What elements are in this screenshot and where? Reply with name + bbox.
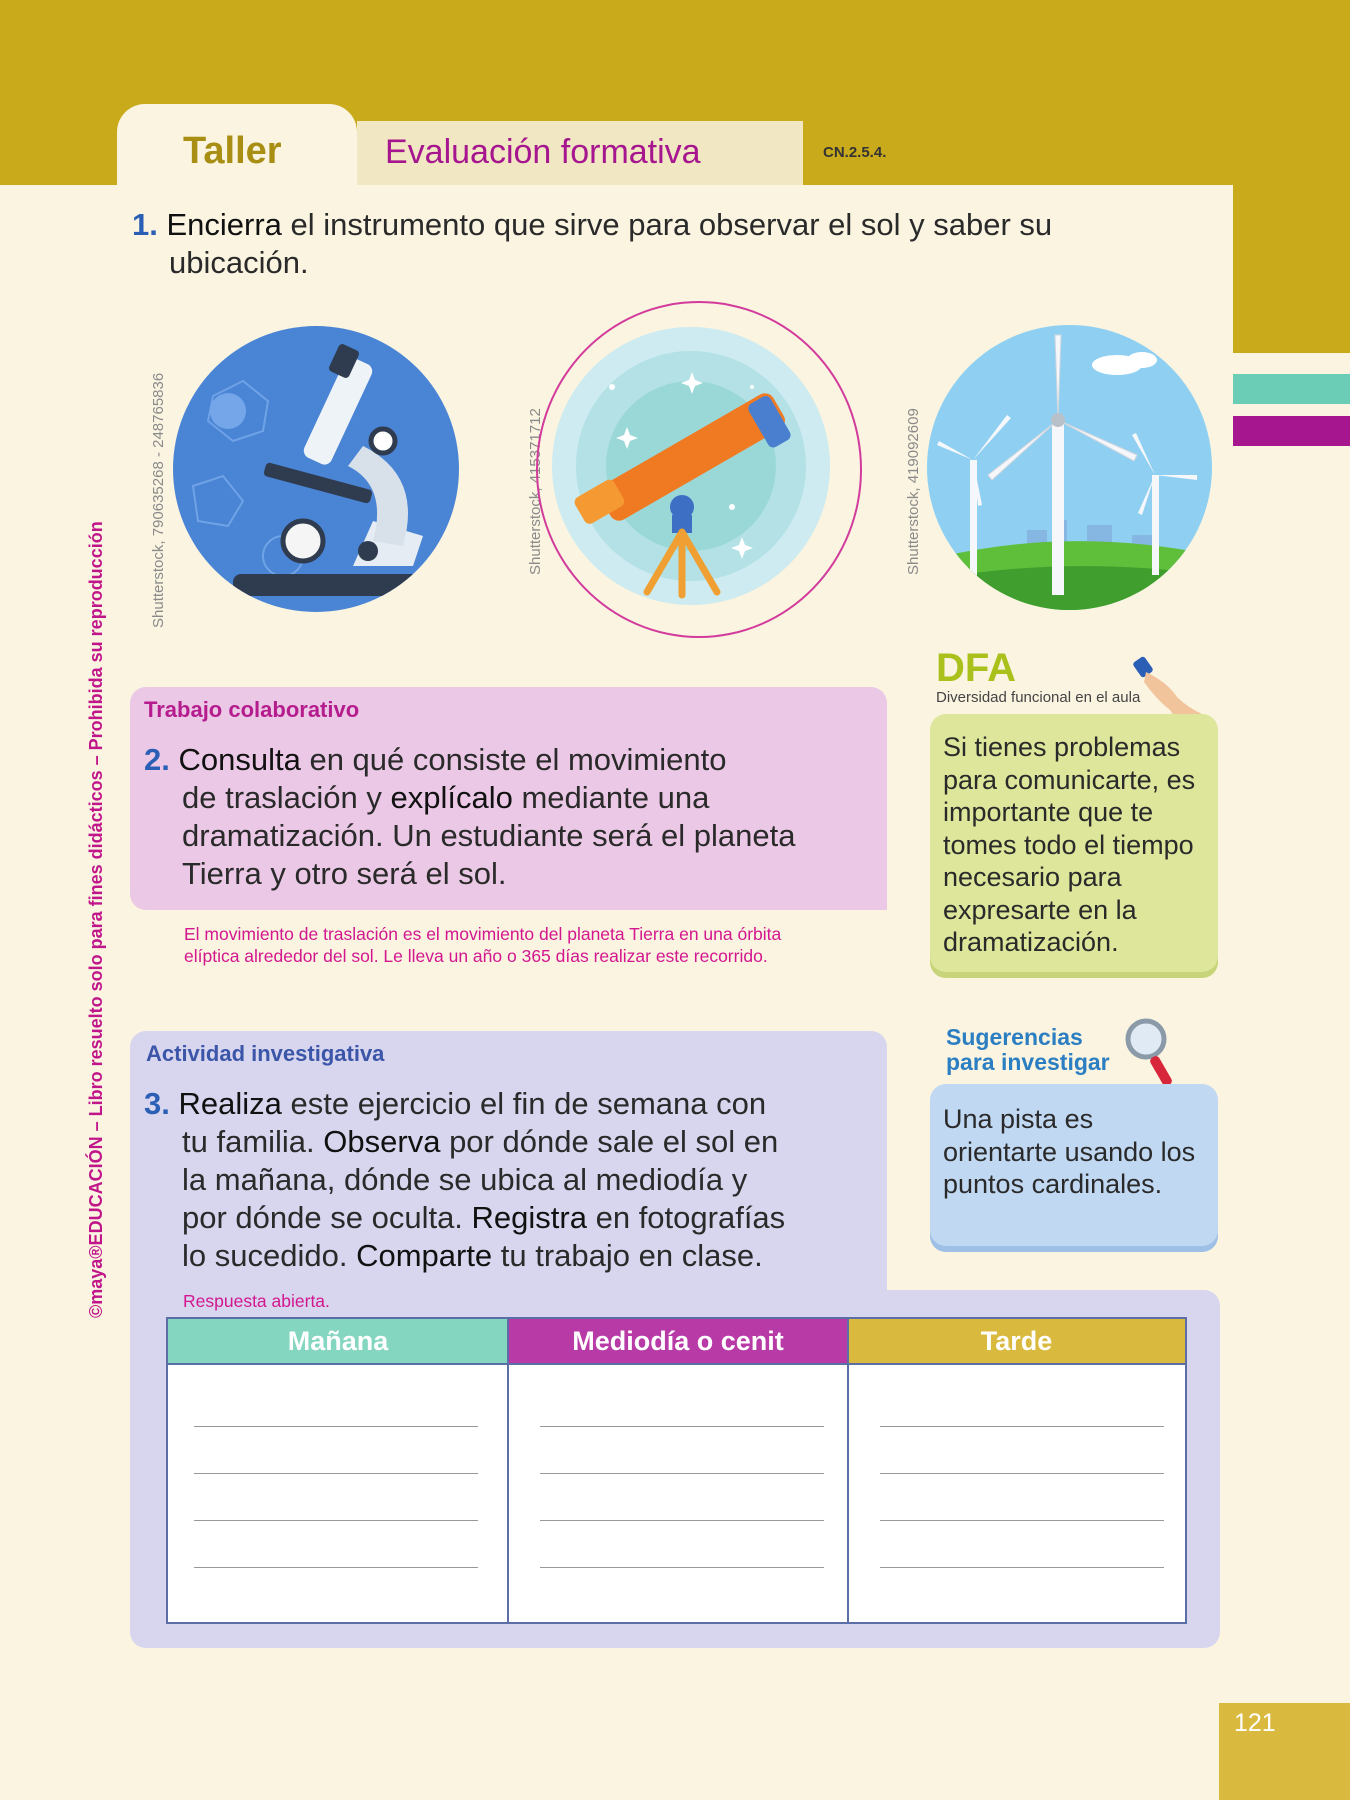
trabajo-colaborativo-label: Trabajo colaborativo: [144, 697, 360, 722]
sugerencias-text: Una pista es orientarte usando los puntos cardinales.: [943, 1104, 1196, 1199]
question-2-verb-2: explícalo: [390, 780, 513, 815]
sugerencias-title-line1: Sugerencias: [946, 1024, 1083, 1050]
question-1: [132, 206, 1162, 282]
writing-line[interactable]: [194, 1567, 478, 1568]
question-3-text-2b: por dónde sale el sol en: [440, 1124, 779, 1159]
actividad-investigativa-label: Actividad investigativa: [146, 1041, 385, 1066]
sugerencias-title-line2: para investigar: [946, 1049, 1110, 1075]
table-column-divider: [507, 1319, 509, 1622]
photo-credit-2: Shutterstock, 415371712: [527, 408, 544, 575]
table-header-manana: Mañana: [168, 1319, 508, 1363]
writing-line[interactable]: [194, 1473, 478, 1474]
writing-line[interactable]: [880, 1567, 1164, 1568]
question-2-text-4: Tierra y otro será el sol.: [182, 856, 507, 891]
telescope-image[interactable]: [552, 327, 830, 605]
page-number: 121: [1234, 1709, 1276, 1737]
tab-evaluacion: [357, 121, 803, 185]
right-margin-band: [1233, 0, 1350, 353]
dfa-subtitle: Diversidad funcional en el aula: [936, 689, 1141, 706]
question-3-text-1: este ejercicio el fin de semana con: [281, 1086, 767, 1121]
dfa-title: DFA: [936, 646, 1016, 690]
question-2-text-2b: mediante una: [512, 780, 710, 815]
curriculum-code: CN.2.5.4.: [823, 144, 887, 161]
writing-line[interactable]: [540, 1426, 824, 1427]
writing-line[interactable]: [880, 1473, 1164, 1474]
writing-line[interactable]: [540, 1520, 824, 1521]
magnifier-icon: [1122, 1015, 1182, 1095]
question-2-text-3: dramatización. Un estudiante será el planeta: [182, 818, 796, 853]
table-divider: [168, 1363, 1185, 1365]
table-column-divider: [847, 1319, 849, 1622]
microscope-image[interactable]: [173, 326, 459, 612]
question-3-number: 3.: [144, 1086, 170, 1121]
writing-line[interactable]: [194, 1426, 478, 1427]
telescope-icon: [552, 327, 830, 605]
question-1-number: 1.: [132, 207, 158, 242]
sugerencias-title: [946, 1025, 1110, 1075]
tab-taller: [117, 104, 357, 186]
writing-line[interactable]: [880, 1426, 1164, 1427]
copyright-notice: ©maya®EDUCACIÓN – Libro resuelto solo para fines didácticos – Prohibida su reproducción: [86, 521, 106, 1318]
answer-2-line1: El movimiento de traslación es el movimiento del planeta Tierra en una órbita: [184, 924, 782, 944]
photo-credit-1: Shutterstock, 790635268 - 248765836: [150, 372, 167, 628]
tab-evaluacion-label: Evaluación formativa: [385, 133, 701, 171]
answer-2: [184, 923, 834, 967]
microscope-icon: [173, 326, 459, 612]
answer-3: Respuesta abierta.: [183, 1291, 330, 1311]
tab-taller-label: Taller: [183, 130, 282, 172]
question-2-text-1: en qué consiste el movimiento: [300, 742, 727, 777]
wind-turbine-icon: [927, 325, 1212, 610]
observation-table: [166, 1317, 1187, 1624]
question-3-verb-4: Comparte: [356, 1238, 493, 1273]
question-1-text: el instrumento que sirve para observar el sol y saber su: [281, 207, 1053, 242]
question-2: [144, 741, 884, 893]
dfa-text: Si tienes problemas para comunicarte, es importante que te tomes todo el tiempo necesario para expresarte en la dramatización.: [943, 732, 1196, 957]
answer-2-line2: elíptica alrededor del sol. Le lleva un año o 365 días realizar este recorrido.: [184, 946, 768, 966]
question-2-number: 2.: [144, 742, 170, 777]
question-3-text-5a: lo sucedido.: [182, 1238, 357, 1273]
writing-line[interactable]: [540, 1567, 824, 1568]
writing-line[interactable]: [880, 1520, 1164, 1521]
question-1-text-line2: ubicación.: [169, 245, 309, 280]
question-3-text-3: la mañana, dónde se ubica al mediodía y: [182, 1162, 748, 1197]
writing-line[interactable]: [194, 1520, 478, 1521]
question-2-text-2a: de traslación y: [182, 780, 391, 815]
question-3: [144, 1085, 894, 1275]
question-3-verb: Realiza: [178, 1086, 282, 1121]
question-3-verb-3: Registra: [471, 1200, 587, 1235]
question-3-text-4b: en fotografías: [586, 1200, 786, 1235]
question-1-verb: Encierra: [166, 207, 282, 242]
teal-stripe: [1233, 374, 1350, 404]
photo-credit-3: Shutterstock, 419092609: [905, 408, 922, 575]
wind-turbines-image[interactable]: [927, 325, 1212, 610]
question-3-text-4a: por dónde se oculta.: [182, 1200, 472, 1235]
magenta-stripe: [1233, 416, 1350, 446]
question-3-text-2a: tu familia.: [182, 1124, 324, 1159]
table-header-tarde: Tarde: [848, 1319, 1185, 1363]
writing-line[interactable]: [540, 1473, 824, 1474]
question-3-text-5b: tu trabajo en clase.: [492, 1238, 763, 1273]
question-2-verb: Consulta: [178, 742, 301, 777]
table-header-mediodia: Mediodía o cenit: [508, 1319, 848, 1363]
question-3-verb-2: Observa: [323, 1124, 441, 1159]
